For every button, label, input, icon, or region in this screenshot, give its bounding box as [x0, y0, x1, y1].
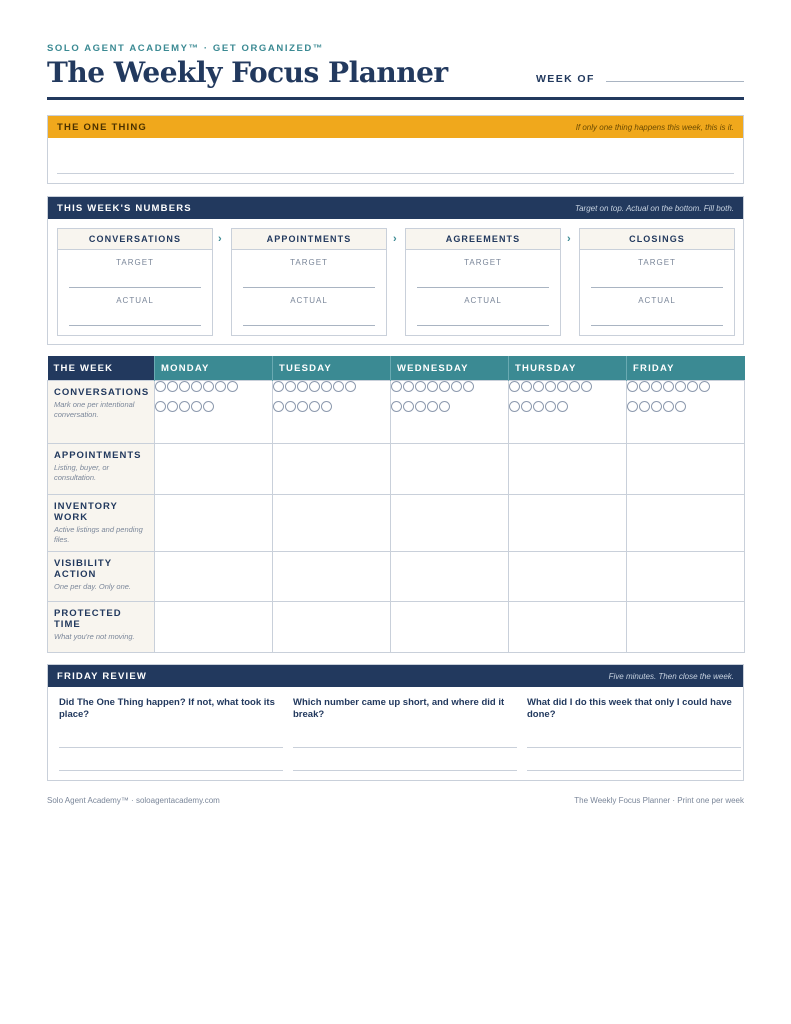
tally-circle-icon[interactable] — [285, 381, 296, 392]
tally-circle-icon[interactable] — [273, 381, 284, 392]
review-answer-line[interactable] — [527, 770, 741, 771]
tally-circle-icon[interactable] — [297, 381, 308, 392]
target-field[interactable] — [591, 287, 723, 288]
actual-label: ACTUAL — [464, 296, 502, 305]
tally-circle-icon[interactable] — [191, 381, 202, 392]
review-answer-line[interactable] — [293, 770, 517, 771]
day-header-tuesday: TUESDAY — [273, 356, 391, 381]
tally-circle-icon[interactable] — [663, 381, 674, 392]
review-answer-line[interactable] — [527, 747, 741, 748]
row-title: PROTECTED TIME — [54, 608, 122, 630]
conversation-tally-cell — [627, 381, 745, 444]
actual-field[interactable] — [243, 325, 375, 326]
review-note: Five minutes. Then close the week. — [608, 671, 734, 681]
row-subtitle: One per day. Only one. — [54, 582, 131, 591]
target-label: TARGET — [638, 258, 676, 267]
actual-field[interactable] — [591, 325, 723, 326]
tally-circle-icon[interactable] — [167, 401, 178, 412]
day-cell[interactable] — [627, 495, 745, 552]
row-title: APPOINTMENTS — [54, 450, 142, 461]
tally-circle-icon[interactable] — [627, 401, 638, 412]
conversation-tally-cell — [509, 381, 627, 444]
number-card-title: CLOSINGS — [580, 229, 734, 250]
tally-circle-row — [391, 401, 508, 412]
one-thing-header — [48, 116, 743, 138]
tally-circle-row — [273, 381, 390, 392]
row-title: CONVERSATIONS — [54, 387, 150, 398]
actual-label: ACTUAL — [638, 296, 676, 305]
tally-circle-icon[interactable] — [545, 401, 556, 412]
page-title: The Weekly Focus Planner — [47, 56, 448, 89]
tally-circle-icon[interactable] — [427, 381, 438, 392]
day-cell[interactable] — [155, 444, 273, 495]
tally-circle-icon[interactable] — [415, 401, 426, 412]
row-label-conversations — [48, 381, 155, 444]
tally-circle-icon[interactable] — [651, 381, 662, 392]
tally-circle-row — [155, 381, 272, 392]
tally-circle-row — [627, 401, 744, 412]
tally-circle-icon[interactable] — [403, 401, 414, 412]
row-label-appointments — [48, 444, 155, 495]
numbers-note: Target on top. Actual on the bottom. Fill both. — [574, 203, 734, 213]
review-answer-line[interactable] — [293, 747, 517, 748]
target-field[interactable] — [243, 287, 375, 288]
footer-right: The Weekly Focus Planner · Print one per week — [574, 796, 744, 805]
day-cell[interactable] — [273, 552, 391, 602]
day-cell[interactable] — [509, 552, 627, 602]
day-cell[interactable] — [391, 552, 509, 602]
day-cell[interactable] — [391, 495, 509, 552]
row-subtitle: Mark one per intentional conversation. — [54, 400, 135, 419]
row-subtitle: What you're not moving. — [54, 632, 135, 641]
tally-circle-icon[interactable] — [533, 381, 544, 392]
tally-circle-icon[interactable] — [391, 381, 402, 392]
tally-circle-icon[interactable] — [687, 381, 698, 392]
row-subtitle: Active listings and pending files. — [54, 525, 143, 544]
number-card-closings — [579, 228, 735, 336]
day-cell[interactable] — [273, 495, 391, 552]
day-header-monday: MONDAY — [155, 356, 273, 381]
number-card-appointments — [231, 228, 387, 336]
tally-circle-icon[interactable] — [639, 381, 650, 392]
chevron-right-icon: › — [218, 233, 222, 245]
tally-circle-icon[interactable] — [427, 401, 438, 412]
table-row — [48, 495, 745, 552]
tally-circle-icon[interactable] — [203, 401, 214, 412]
tally-circle-icon[interactable] — [557, 401, 568, 412]
numbers-header — [48, 197, 743, 219]
review-question: Which number came up short, and where did it break? — [293, 697, 505, 720]
tally-circle-icon[interactable] — [545, 381, 556, 392]
week-corner-header: THE WEEK — [48, 356, 155, 381]
tally-circle-icon[interactable] — [439, 381, 450, 392]
row-label-protected-time — [48, 602, 155, 653]
table-row — [48, 381, 745, 444]
target-field[interactable] — [417, 287, 549, 288]
tally-circle-row — [509, 381, 626, 392]
target-field[interactable] — [69, 287, 201, 288]
tally-circle-icon[interactable] — [179, 401, 190, 412]
row-title: VISIBILITY ACTION — [54, 558, 112, 580]
review-answer-line[interactable] — [59, 770, 283, 771]
day-cell[interactable] — [627, 444, 745, 495]
week-grid-section — [47, 356, 744, 653]
tally-circle-icon[interactable] — [627, 381, 638, 392]
actual-field[interactable] — [69, 325, 201, 326]
tally-circle-icon[interactable] — [415, 381, 426, 392]
review-header — [48, 665, 743, 687]
tally-circle-icon[interactable] — [333, 381, 344, 392]
actual-field[interactable] — [417, 325, 549, 326]
day-cell[interactable] — [509, 602, 627, 653]
day-cell[interactable] — [155, 602, 273, 653]
tally-circle-icon[interactable] — [675, 381, 686, 392]
tally-circle-icon[interactable] — [403, 381, 414, 392]
review-heading: FRIDAY REVIEW — [57, 670, 148, 682]
brand-line: SOLO AGENT ACADEMY™ · GET ORGANIZED™ — [47, 43, 324, 54]
tally-circle-icon[interactable] — [321, 381, 332, 392]
chevron-right-icon: › — [393, 233, 397, 245]
tally-circle-row — [155, 401, 272, 412]
tally-circle-row — [627, 381, 744, 392]
number-card-title: CONVERSATIONS — [58, 229, 212, 250]
day-header-friday: FRIDAY — [627, 356, 745, 381]
day-cell[interactable] — [627, 552, 745, 602]
table-row — [48, 552, 745, 602]
day-header-thursday: THURSDAY — [509, 356, 627, 381]
tally-circle-row — [273, 401, 390, 412]
chevron-right-icon: › — [567, 233, 571, 245]
tally-circle-icon[interactable] — [309, 381, 320, 392]
number-card-title: AGREEMENTS — [406, 229, 560, 250]
tally-circle-icon[interactable] — [509, 401, 520, 412]
actual-label: ACTUAL — [116, 296, 154, 305]
tally-circle-icon[interactable] — [215, 381, 226, 392]
title-divider — [47, 97, 744, 100]
conversation-tally-cell — [391, 381, 509, 444]
number-card-title: APPOINTMENTS — [232, 229, 386, 250]
tally-circle-icon[interactable] — [439, 401, 450, 412]
tally-circle-icon[interactable] — [463, 381, 474, 392]
tally-circle-icon[interactable] — [297, 401, 308, 412]
tally-circle-icon[interactable] — [391, 401, 402, 412]
day-cell[interactable] — [627, 602, 745, 653]
one-thing-heading: THE ONE THING — [57, 121, 148, 133]
tally-circle-icon[interactable] — [651, 401, 662, 412]
row-label-inventory-work — [48, 495, 155, 552]
tally-circle-icon[interactable] — [533, 401, 544, 412]
footer-left: Solo Agent Academy™ · soloagentacademy.com — [47, 796, 220, 805]
one-thing-section — [47, 115, 744, 184]
week-grid — [47, 356, 745, 653]
day-cell[interactable] — [509, 444, 627, 495]
day-cell[interactable] — [273, 444, 391, 495]
tally-circle-icon[interactable] — [321, 401, 332, 412]
tally-circle-icon[interactable] — [581, 381, 592, 392]
target-label: TARGET — [290, 258, 328, 267]
review-answer-line[interactable] — [59, 747, 283, 748]
tally-circle-icon[interactable] — [203, 381, 214, 392]
review-question: What did I do this week that only I could have done? — [527, 697, 732, 720]
tally-circle-icon[interactable] — [557, 381, 568, 392]
day-cell[interactable] — [273, 602, 391, 653]
day-cell[interactable] — [391, 444, 509, 495]
table-row — [48, 444, 745, 495]
actual-label: ACTUAL — [290, 296, 328, 305]
tally-circle-icon[interactable] — [191, 401, 202, 412]
row-label-visibility-action — [48, 552, 155, 602]
tally-circle-row — [509, 401, 626, 412]
tally-circle-icon[interactable] — [509, 381, 520, 392]
tally-circle-icon[interactable] — [309, 401, 320, 412]
number-card-conversations — [57, 228, 213, 336]
tally-circle-icon[interactable] — [569, 381, 580, 392]
day-cell[interactable] — [509, 495, 627, 552]
number-card-agreements — [405, 228, 561, 336]
target-label: TARGET — [116, 258, 154, 267]
day-header-wednesday: WEDNESDAY — [391, 356, 509, 381]
tally-circle-icon[interactable] — [227, 381, 238, 392]
tally-circle-icon[interactable] — [155, 401, 166, 412]
table-row — [48, 602, 745, 653]
tally-circle-icon[interactable] — [521, 401, 532, 412]
row-title: INVENTORY WORK — [54, 501, 118, 523]
tally-circle-icon[interactable] — [273, 401, 284, 412]
row-subtitle: Listing, buyer, or consultation. — [54, 463, 110, 482]
tally-circle-icon[interactable] — [167, 381, 178, 392]
tally-circle-icon[interactable] — [639, 401, 650, 412]
day-cell[interactable] — [391, 602, 509, 653]
day-cell[interactable] — [155, 552, 273, 602]
week-of-field[interactable] — [606, 81, 744, 82]
tally-circle-icon[interactable] — [285, 401, 296, 412]
tally-circle-row — [391, 381, 508, 392]
conversation-tally-cell — [155, 381, 273, 444]
conversation-tally-cell — [273, 381, 391, 444]
tally-circle-icon[interactable] — [699, 381, 710, 392]
tally-circle-icon[interactable] — [675, 401, 686, 412]
tally-circle-icon[interactable] — [663, 401, 674, 412]
tally-circle-icon[interactable] — [521, 381, 532, 392]
numbers-heading: THIS WEEK'S NUMBERS — [57, 202, 192, 214]
tally-circle-icon[interactable] — [451, 381, 462, 392]
tally-circle-icon[interactable] — [155, 381, 166, 392]
target-label: TARGET — [464, 258, 502, 267]
tally-circle-icon[interactable] — [179, 381, 190, 392]
weekly-numbers-section — [47, 196, 744, 345]
friday-review-section — [47, 664, 744, 781]
tally-circle-icon[interactable] — [345, 381, 356, 392]
one-thing-field[interactable] — [57, 173, 734, 174]
week-of-label: WEEK OF — [536, 73, 595, 85]
one-thing-note: If only one thing happens this week, this is it. — [575, 122, 734, 132]
day-cell[interactable] — [155, 495, 273, 552]
review-question: Did The One Thing happen? If not, what took its place? — [59, 697, 275, 720]
